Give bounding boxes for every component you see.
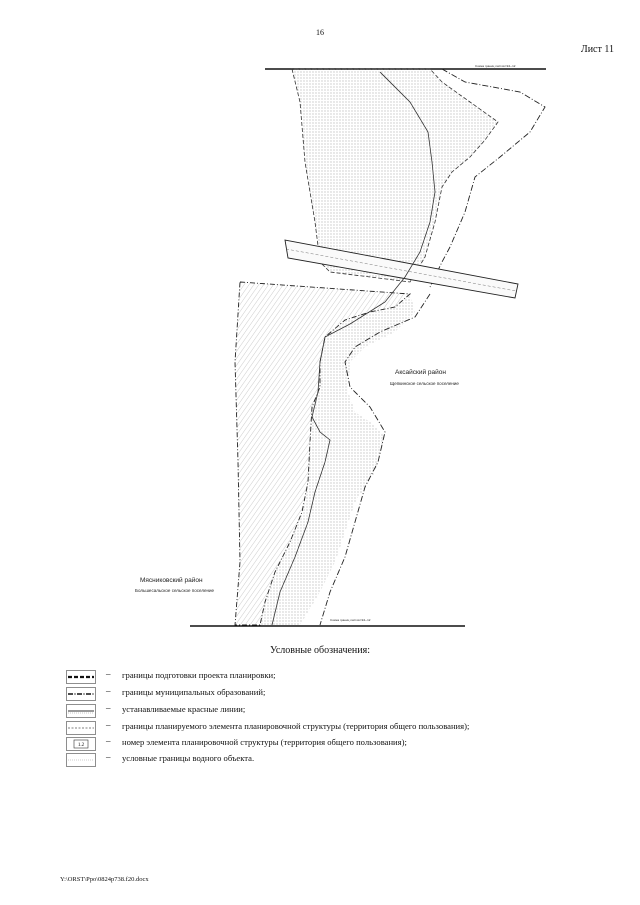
legend-text: границы подготовки проекта планировки; <box>122 670 276 680</box>
municipal-boundary-symbol <box>66 687 96 701</box>
legend-title: Условные обозначения: <box>269 645 370 656</box>
legend-text: номер элемента планировочной структуры (территория общего пользования); <box>122 737 407 747</box>
sheet-label: Лист 11 <box>580 44 614 55</box>
legend-text: границы муниципальных образований; <box>122 687 266 697</box>
legend-text: условные границы водного объекта. <box>122 753 255 763</box>
legend-item-planning-boundary: – границы подготовки проекта планировки; <box>66 668 586 686</box>
region-right-name: Аксайский район <box>395 369 446 376</box>
element-number-symbol <box>66 737 96 751</box>
legend-item-municipal-boundary: – границы муниципальных образований; <box>66 685 586 703</box>
svg-text:1.2: 1.2 <box>77 743 85 749</box>
legend-item-water-boundary: – условные границы водного объекта. <box>66 751 586 769</box>
footer-file-path: Y:\ORST\Ppo\0824p738.f20.docx <box>60 876 149 883</box>
top-small-label: Схема границ листов №1–12 <box>475 64 516 68</box>
red-lines-symbol <box>66 704 96 718</box>
water-boundary-symbol <box>66 753 96 767</box>
legend-text: устанавливаемые красные линии; <box>122 704 246 714</box>
planning-boundary-symbol <box>66 670 96 684</box>
legend-text: границы планируемого элемента планировочной структуры (территория общего пользования); <box>122 721 470 731</box>
legend-item-element-number: 1.2 – номер элемента планировочной структуры (территория общего пользования); <box>66 735 586 753</box>
region-right-sub: Щепкинское сельское поселение <box>390 381 459 386</box>
planning-map <box>135 62 560 632</box>
element-boundary-symbol <box>66 721 96 735</box>
region-left-sub: Большесальское сельское поселение <box>135 588 214 593</box>
bottom-small-label: Схема границ листов №1–12 <box>330 618 371 622</box>
region-left-name: Мясниковский район <box>140 577 203 584</box>
page-number: 16 <box>316 28 324 37</box>
legend-item-red-lines: – устанавливаемые красные линии; <box>66 702 586 720</box>
legend-item-element-boundary: – границы планируемого элемента планировочной структуры (территория общего пользования); <box>66 719 586 737</box>
